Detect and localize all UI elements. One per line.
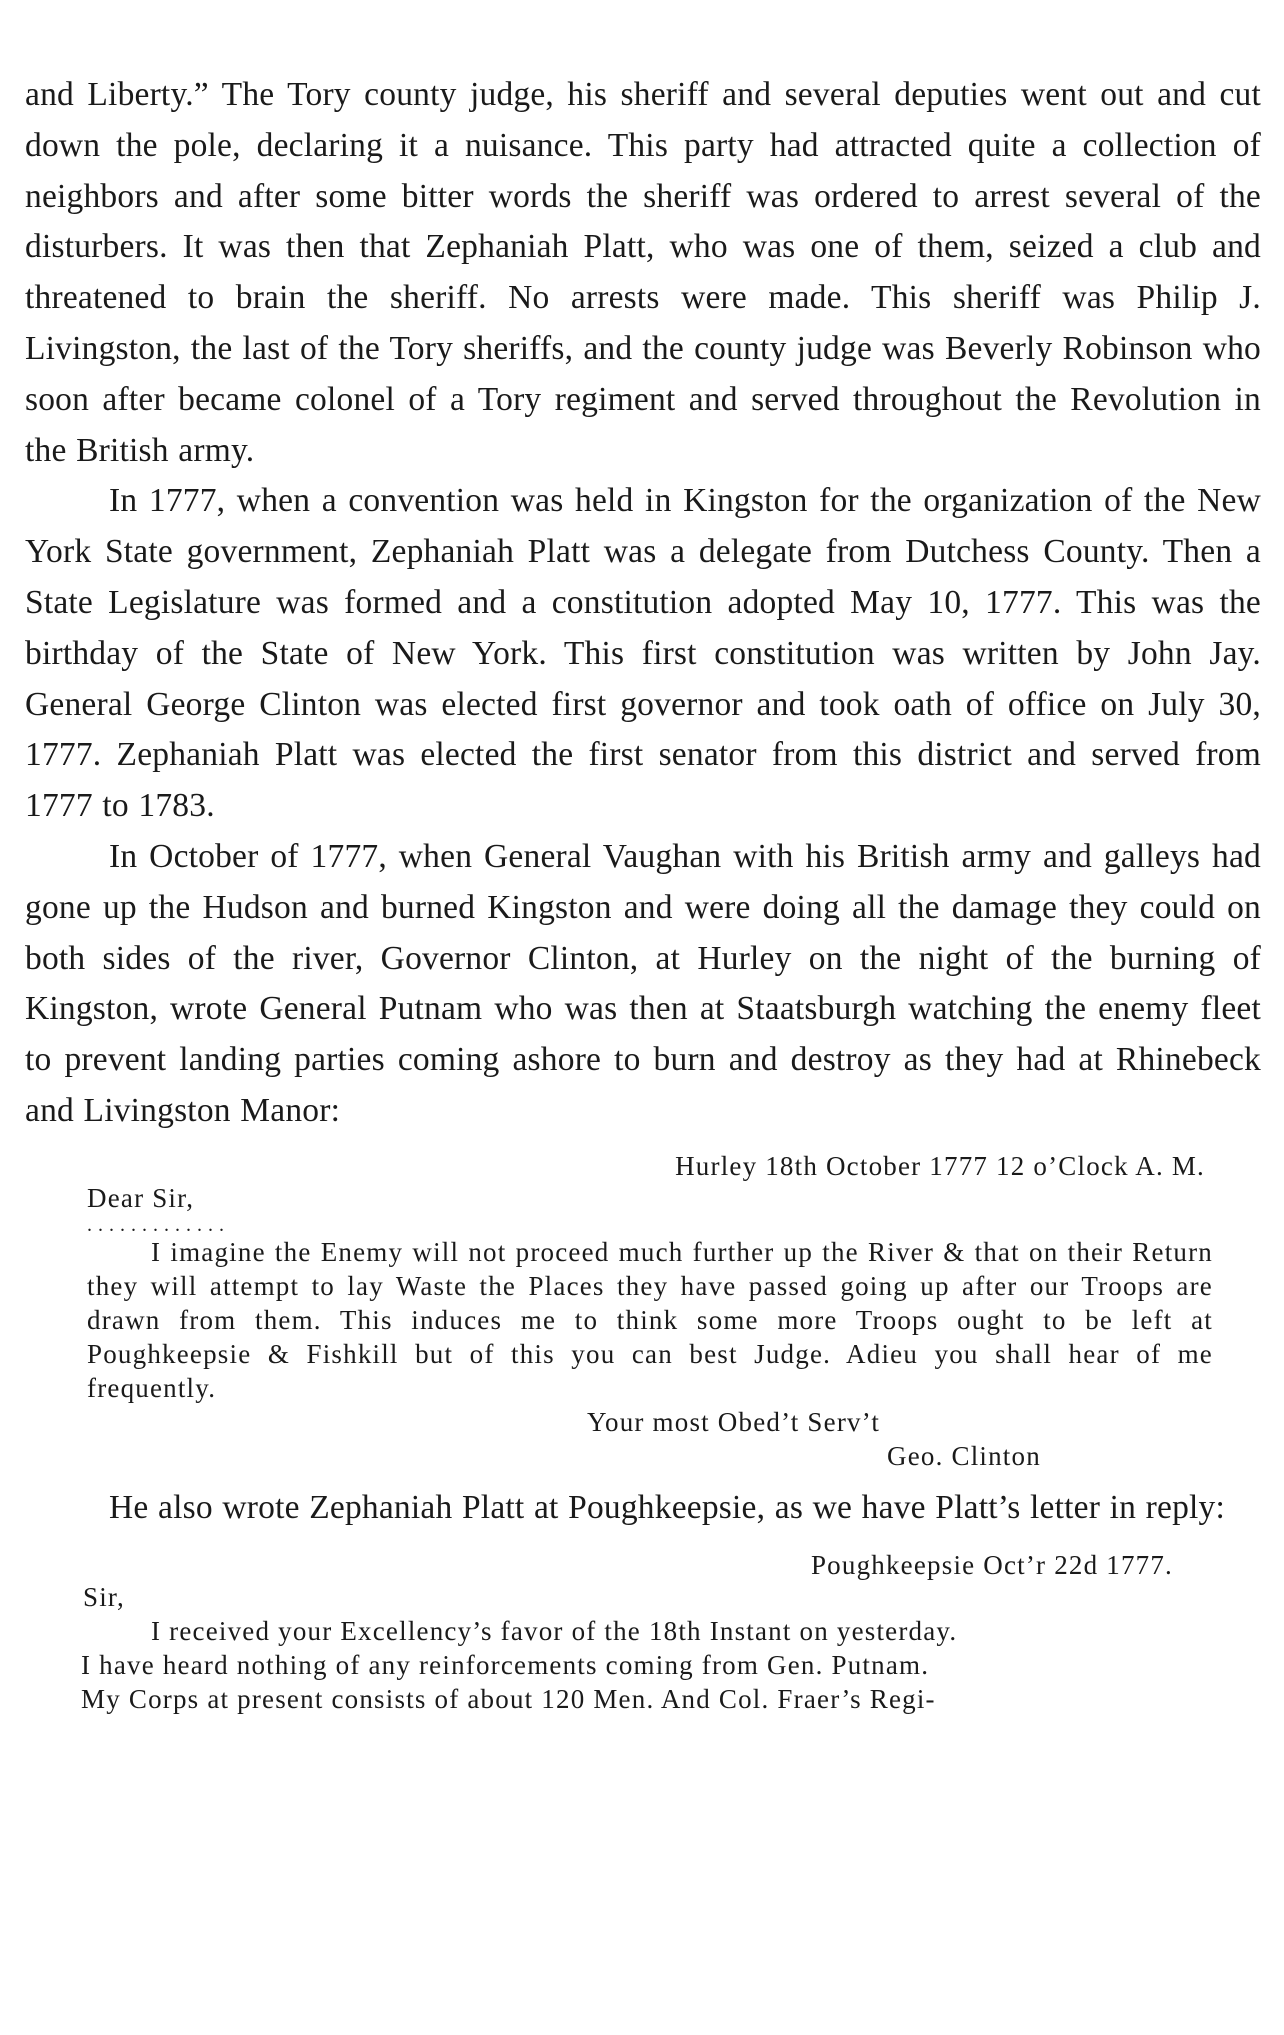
letter-ellipsis: ............. [87, 1213, 230, 1236]
letter-date: Hurley 18th October 1777 12 o’Clock A. M. [675, 1150, 1205, 1181]
letter-signature: Geo. Clinton [887, 1440, 1041, 1471]
paragraph-convention-1777: In 1777, when a convention was held in Kingston for the organization of the New York State government, Zephaniah Platt was a delegate from Dutchess County. Then a State Legislature was formed and a constitution adopted May 10, 1777. This was the birthday of the State of New York. This first constitution was written by John Jay. General George Clinton was elected first governor and took oath of office on July 30, 1777. Zephaniah Platt was elected the first senator from this district and served from 1777 to 1783. [25, 482, 1261, 825]
letter-closing: Your most Obed’t Serv’t [587, 1406, 881, 1437]
letter-salutation: Dear Sir, [87, 1182, 195, 1213]
letter-date: Poughkeepsie Oct’r 22d 1777. [810, 1549, 1173, 1580]
paragraph-platt-reply: He also wrote Zephaniah Platt at Poughkeepsie, as we have Platt’s letter in reply: [109, 1488, 1225, 1526]
letter-line: I have heard nothing of any reinforcements coming from Gen. Putnam. [81, 1649, 930, 1680]
letter-line: I received your Excellency’s favor of the 18th Instant on yesterday. [151, 1615, 958, 1646]
letter-body: I imagine the Enemy will not proceed much further up the River & that on their Return they will attempt to lay Waste the Places they have passed going up after our Troops are drawn from them. This induces me to think some more Troops ought to be left at Poughkeepsie & Fishkill but of this you can best Judge. Adieu you shall hear of me frequently. [87, 1236, 1213, 1403]
document-page [25, 70, 1261, 1716]
platt-letter [81, 1548, 1213, 1716]
letter-line: My Corps at present consists of about 120 Men. And Col. Fraer’s Regi- [81, 1683, 936, 1714]
paragraph-liberty-pole: and Liberty.” The Tory county judge, his sheriff and several deputies went out and cut down the pole, declaring it a nuisance. This party had attracted quite a collection of neighbors and after some bitter words the sheriff was ordered to arrest several of the disturbers. It was then that Zephaniah Platt, who was one of them, seized a club and threatened to brain the sheriff. No arrests were made. This sheriff was Philip J. Livingston, the last of the Tory sheriffs, and the county judge was Beverly Robinson who soon after became colonel of a Tory regiment and served throughout the Revolution in the British army. [25, 76, 1261, 469]
paragraph-october-1777: In October of 1777, when General Vaughan with his British army and galleys had gone up the Hudson and burned Kingston and were doing all the damage they could on both sides of the river, Governor Clinton, at Hurley on the night of the burning of Kingston, wrote General Putnam who was then at Staatsburgh watching the enemy fleet to prevent landing parties coming ashore to burn and destroy as they had at Rhinebeck and Livingston Manor: [25, 837, 1261, 1129]
letter-salutation: Sir, [83, 1581, 125, 1612]
clinton-letter [87, 1149, 1213, 1473]
